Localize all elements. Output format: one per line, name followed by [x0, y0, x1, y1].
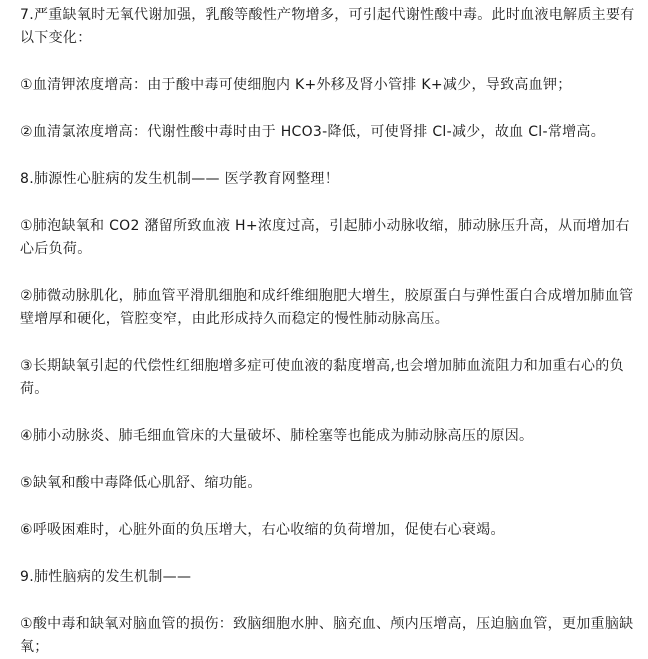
- paragraph-myocardial-function: ⑤缺氧和酸中毒降低心肌舒、缩功能。: [20, 475, 262, 491]
- paragraph-gap: [20, 331, 638, 355]
- paragraph-alveolar-hypoxia: ①肺泡缺氧和 CO2 潴留所致血液 H+浓度过高，引起肺小动脉收缩，肺动脉压升高，从而增加右心后负荷。: [20, 218, 630, 257]
- paragraph-8-heading: 8.肺源性心脏病的发生机制—— 医学教育网整理！: [20, 171, 340, 187]
- paragraph-serum-chloride: ②血清氯浓度增高：代谢性酸中毒时由于 HCO3-降低，可使肾排 Cl-减少，故血 Cl-常增高。: [20, 124, 606, 140]
- paragraph-gap: [20, 589, 638, 613]
- paragraph-arteritis: ④肺小动脉炎、肺毛细血管床的大量破坏、肺栓塞等也能成为肺动脉高压的原因。: [20, 428, 534, 444]
- paragraph-polycythemia: ③长期缺氧引起的代偿性红细胞增多症可使血液的黏度增高,也会增加肺血流阻力和加重右心的负荷。: [20, 358, 624, 397]
- paragraph-gap: [20, 144, 638, 168]
- paragraph-gap: [20, 191, 638, 215]
- paragraph-gap: [20, 542, 638, 566]
- paragraph-7-intro: 7.严重缺氧时无氧代谢加强，乳酸等酸性产物增多，可引起代谢性酸中毒。此时血液电解质主要有以下变化：: [20, 7, 635, 46]
- paragraph-arteriole-muscularization: ②肺微动脉肌化，肺血管平滑肌细胞和成纤维细胞肥大增生，胶原蛋白与弹性蛋白合成增加肺血管壁增厚和硬化，管腔变窄，由此形成持久而稳定的慢性肺动脉高压。: [20, 288, 634, 327]
- paragraph-gap: [20, 261, 638, 285]
- paragraph-gap: [20, 50, 638, 74]
- paragraph-acidosis-cerebral: ①酸中毒和缺氧对脑血管的损伤：致脑细胞水肿、脑充血、颅内压增高，压迫脑血管，更加重脑缺氧；: [20, 616, 634, 655]
- paragraph-gap: [20, 448, 638, 472]
- paragraph-gap: [20, 97, 638, 121]
- paragraph-9-heading: 9.肺性脑病的发生机制——: [20, 569, 192, 585]
- paragraph-serum-potassium: ①血清钾浓度增高：由于酸中毒可使细胞内 K+外移及肾小管排 K+减少，导致高血钾；: [20, 77, 572, 93]
- paragraph-gap: [20, 495, 638, 519]
- paragraph-gap: [20, 401, 638, 425]
- paragraph-dyspnea: ⑥呼吸困难时，心脏外面的负压增大，右心收缩的负荷增加，促使右心衰竭。: [20, 522, 505, 538]
